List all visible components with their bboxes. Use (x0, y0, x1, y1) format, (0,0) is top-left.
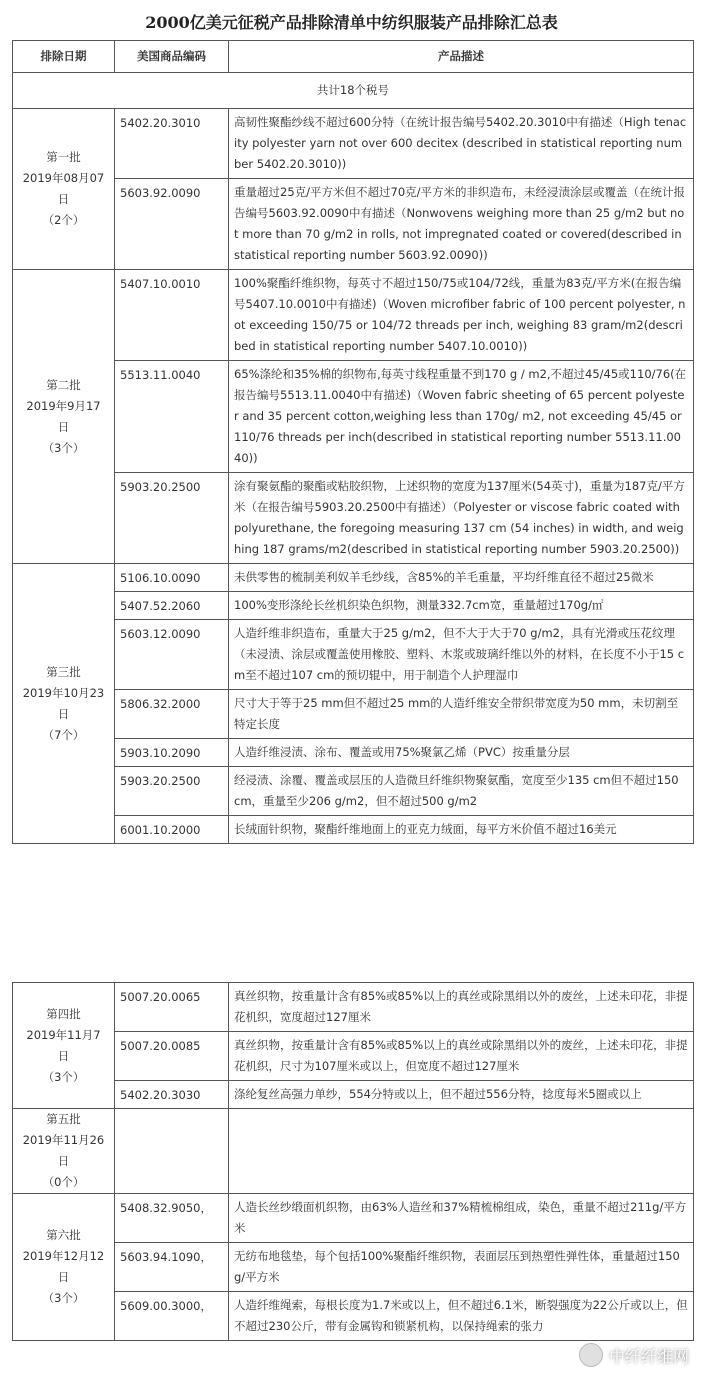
product-description: 人造长丝纱缎面机织物，由63%人造丝和37%精梳棉组成，染色，重量不超过211g/平方米 (229, 1194, 694, 1243)
batch-date-cell (13, 109, 115, 270)
product-description: 未供零售的梳制美利奴羊毛纱线，含85%的羊毛重量，平均纤维直径不超过25微米 (229, 564, 694, 592)
product-code: 5609.00.3000， (115, 1292, 229, 1341)
product-code: 6001.10.2000 (115, 816, 229, 844)
table-row (13, 767, 694, 816)
product-description: 涤纶复丝高强力单纱，554分特或以上，但不超过556分特，捻度每米5圈或以上 (229, 1081, 694, 1109)
table-row (13, 739, 694, 767)
batch-count: （3个） (42, 1291, 85, 1305)
product-description: 经浸渍、涂覆、覆盖或层压的人造微旦纤维织物聚氨酯，宽度至少135 cm但不超过150 cm，重量至少206 g/m2，但不超过500 g/m2 (229, 767, 694, 816)
product-code: 5603.92.0090 (115, 179, 229, 270)
table-row (13, 1292, 694, 1341)
table-row (13, 179, 694, 270)
batch-count: （0个） (42, 1175, 85, 1189)
table-row (13, 361, 694, 473)
code-cell (115, 1109, 229, 1194)
desc-cell (229, 1109, 694, 1194)
product-code: 5007.20.0065 (115, 983, 229, 1032)
product-code: 5106.10.0090 (115, 564, 229, 592)
watermark-text: 中纤纤维网 (608, 1346, 689, 1366)
product-description: 人造纤维浸渍、涂布、覆盖或用75%聚氯乙烯（PVC）按重量分层 (229, 739, 694, 767)
product-code: 5903.10.2090 (115, 739, 229, 767)
batch-date-cell (13, 983, 115, 1109)
batch-name: 第二批 (46, 377, 81, 392)
product-description: 人造纤维绳索，每根长度为1.7米或以上，但不超过6.1米，断裂强度为22公斤或以上，但不超过230公斤，带有金属钩和锁紧机构，以保持绳索的张力 (229, 1292, 694, 1341)
product-code: 5513.11.0040 (115, 361, 229, 473)
table-row (13, 1243, 694, 1292)
product-code: 5407.52.2060 (115, 592, 229, 620)
product-code: 5407.10.0010 (115, 270, 229, 361)
batch-name: 第六批 (46, 1228, 81, 1242)
product-code: 5408.32.9050， (115, 1194, 229, 1243)
batch-date: 2019年12月12日 (22, 1249, 105, 1284)
batch-date-cell (13, 270, 115, 564)
product-description: 65%涤纶和35%棉的织物布,每英寸线程重量不到170 g / m2,不超过45/45或110/76(在报告编号5513.11.0040中有描述)（Woven fabric sheeting of 65 percent polyester and 35 percent cotton,weighing less than 170g/ m2, not exceeding 45/45 or 110/76 threads per inch(described in statistical reporting number 5513.11.0040)) (229, 361, 694, 473)
batch-date-cell (13, 1109, 115, 1194)
batch-count: （3个） (42, 440, 85, 455)
batch-count: （7个） (42, 727, 85, 742)
table-row (13, 620, 694, 690)
product-description: 100%变形涤纶长丝机织染色织物，测量332.7cm宽，重量超过170g/㎡ (229, 592, 694, 620)
table-row (13, 816, 694, 844)
total-row (13, 73, 694, 109)
batch-date-cell (13, 564, 115, 844)
table-row (13, 1194, 694, 1243)
page-title: 2000亿美元征税产品排除清单中纺织服装产品排除汇总表 (145, 13, 558, 32)
table-row (13, 1032, 694, 1081)
wechat-logo-icon (579, 1343, 603, 1367)
header-date: 排除日期 (13, 41, 115, 73)
batch-date: 2019年9月17日 (26, 398, 101, 434)
product-code: 5603.94.1090， (115, 1243, 229, 1292)
product-code: 5402.20.3030 (115, 1081, 229, 1109)
batch-name: 第三批 (46, 664, 81, 679)
product-description: 真丝织物，按重量计含有85%或85%以上的真丝或除黑绢以外的废丝，上述未印花，非提花机织，宽度超过127厘米 (229, 983, 694, 1032)
product-description: 100%聚酯纤维织物，每英寸不超过150/75或104/72线，重量为83克/平方米(在报告编号5407.10.0010中有描述)（Woven microfiber fabric of 100 percent polyester, not exceeding 150/75 or 104/72 threads per inch, weighing 83 gram/m2(described in statistical reporting number 5407.10.0010)) (229, 270, 694, 361)
product-code: 5806.32.2000 (115, 690, 229, 739)
batch-date: 2019年08月07日 (22, 171, 105, 206)
header-code: 美国商品编码 (115, 41, 229, 73)
exclusion-table (12, 40, 694, 844)
watermark (579, 1343, 689, 1367)
product-code: 5903.20.2500 (115, 473, 229, 564)
product-code: 5903.20.2500 (115, 767, 229, 816)
batch-count: （3个） (42, 1069, 85, 1084)
header-desc: 产品描述 (229, 41, 694, 73)
product-code: 5402.20.3010 (115, 109, 229, 179)
product-description: 高韧性聚酯纱线不超过600分特（在统计报告编号5402.20.3010中有描述（High tenacity polyester yarn not over 600 decitex (described in statistical reporting number 5402.20.3010)) (229, 109, 694, 179)
product-description: 真丝织物，按重量计含有85%或85%以上的真丝或除黑绢以外的废丝，上述未印花，非提花机织，尺寸为107厘米或以上，但宽度不超过127厘米 (229, 1032, 694, 1081)
batch-date: 2019年10月23日 (22, 685, 105, 721)
product-description: 长绒面针织物，聚酯纤维地面上的亚克力绒面，每平方米价值不超过16美元 (229, 816, 694, 844)
product-description: 无纺布地毯垫，每个包括100%聚酯纤维织物，表面层压到热塑性弹性体，重量超过150g/平方米 (229, 1243, 694, 1292)
product-code: 5007.20.0085 (115, 1032, 229, 1081)
batch-date-cell (13, 1194, 115, 1341)
product-description: 人造纤维非织造布，重量大于25 g/m2，但不大于大于70 g/m2，具有光滑或压花纹理（未浸渍、涂层或覆盖使用橡胶、塑料、木浆或玻璃纤维以外的材料，在长度不小于15 cm至不超过107 cm的预切辊中，用于制造个人护理湿巾 (229, 620, 694, 690)
table-row (13, 270, 694, 361)
product-description: 重量超过25克/平方米但不超过70克/平方米的非织造布，未经浸渍涂层或覆盖（在统计报告编号5603.92.0090中有描述（Nonwovens weighing more than 25 g/m2 but not more than 70 g/m2 in rolls, not impregnated coated or covered(described in statistical reporting number 5603.92.0090)) (229, 179, 694, 270)
table-row (13, 592, 694, 620)
table-row (13, 983, 694, 1032)
batch-name: 第五批 (46, 1112, 81, 1126)
batch-date: 2019年11月26日 (22, 1133, 105, 1168)
batch-count: （2个） (42, 213, 85, 227)
total-count: 共计18个税号 (13, 73, 694, 109)
table-row (13, 1081, 694, 1109)
product-description: 涂有聚氨酯的聚酯或粘胶织物，上述织物的宽度为137厘米(54英寸)，重量为187克/平方米（在报告编号5903.20.2500中有描述）（Polyester or viscose fabric coated with polyurethane, the foregoing measuring 137 cm (54 inches) in width, and weighing 187 grams/m2(described in statistical reporting number 5903.20.2500)) (229, 473, 694, 564)
table-row (13, 564, 694, 592)
product-description: 尺寸大于等于25 mm但不超过25 mm的人造纤维安全带织带宽度为50 mm，未切割至特定长度 (229, 690, 694, 739)
table-row (13, 109, 694, 179)
product-code: 5603.12.0090 (115, 620, 229, 690)
exclusion-table-continued (12, 982, 694, 1341)
batch-date: 2019年11月7日 (26, 1027, 101, 1063)
table-row (13, 690, 694, 739)
batch-name: 第一批 (46, 150, 81, 164)
batch-name: 第四批 (46, 1006, 81, 1021)
table-row (13, 473, 694, 564)
table-row (13, 1109, 694, 1194)
